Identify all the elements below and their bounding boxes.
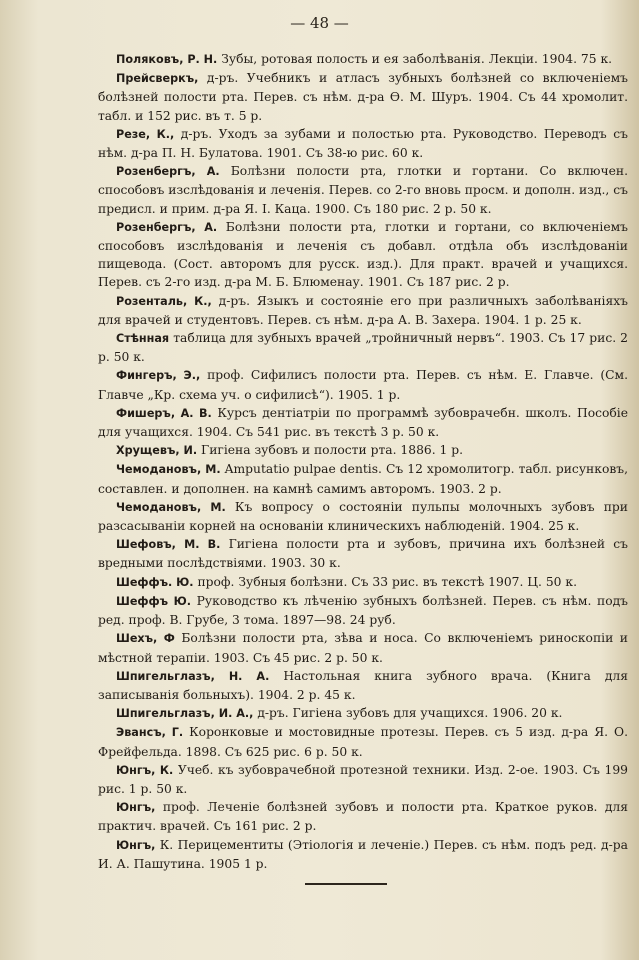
entry-text: К. Перицементиты (Этіологія и леченіе.) Перев. съ нѣм. подъ ред. д-ра И. А. Пашутина. 1905 1 р. (98, 837, 628, 871)
bibliography-entry (98, 162, 628, 218)
bibliography-entry (98, 798, 628, 835)
entry-text: д-ръ. Учебникъ и атласъ зубныхъ болѣзней со включеніемъ болѣзней полости рта. Перев. съ нѣм. д-ра Ѳ. М. Шуръ. 1904. Съ 44 хромолит. табл. и 152 рис. въ т. 5 р. (98, 71, 628, 123)
bibliography-entry (98, 366, 628, 403)
entry-text: проф. Сифилисъ полости рта. Перев. съ нѣм. Е. Главче. (См. Главче „Кр. схема уч. о сифилисѣ“). 1905. 1 р. (98, 368, 628, 402)
entry-text: Гигіена зубовъ и полости рта. 1886. 1 р. (197, 443, 464, 458)
entry-author: Шпигельглазъ, Н. А. (116, 669, 270, 683)
entry-text: д-ръ. Языкъ и состояніе его при различныхъ заболѣваніяхъ для врачей и студентовъ. Перев. съ нѣм. д-ра А. В. Захера. 1904. 1 р. 25 к. (98, 293, 628, 327)
entry-author: Шеффъ. Ю. (116, 575, 194, 589)
entry-text: Учеб. къ зубоврачебной протезной техники. Изд. 2-ое. 1903. Съ 199 рис. 1 р. 50 к. (98, 762, 628, 796)
entry-text: Болѣзни полости рта, глотки и гортани, со включеніемъ способовъ изслѣдованія и леченія съ добавл. отдѣла объ изслѣдованіи пищевода. (Сост. авторомъ для русск. изд.). Для практ. врачей и учащихся. Перев. съ 2-го изд. д-ра М. Б. Блюменау. 1901. Съ 187 рис. 2 р. (98, 219, 628, 290)
bibliography-entry (98, 836, 628, 873)
entry-author: Стѣнная (116, 332, 170, 346)
entry-author: Хрущевъ, И. (116, 444, 198, 458)
entry-text: Болѣзни полости рта, глотки и гортани. Со включен. способовъ изслѣдованія и леченія. Перев. со 2-го вновь просм. и дополн. изд., съ предисл. и прим. д-ра Я. I. Каца. 1900. Съ 180 рис. 2 р. 50 к. (98, 164, 628, 216)
bibliography-entry (98, 329, 628, 366)
entry-text: д-ръ. Гигіена зубовъ для учащихся. 1906. 20 к. (253, 706, 563, 721)
entry-author: Эвансъ, Г. (116, 726, 184, 740)
entry-text: д-ръ. Уходъ за зубами и полостью рта. Руководство. Переводъ съ нѣм. д-ра П. Н. Булатова. 1901. Съ 38-ю рис. 60 к. (98, 126, 628, 161)
entry-author: Фингеръ, Э., (116, 369, 201, 383)
bibliography-entry (98, 292, 628, 329)
entry-text: Гигіена полости рта и зубовъ, причина ихъ болѣзней съ вредными послѣдствіями. 1903. 30 к. (98, 537, 628, 571)
entry-text: проф. Зубныя болѣзни. Съ 33 рис. въ текстѣ 1907. Ц. 50 к. (193, 574, 577, 589)
entry-text: Коронковые и мостовидные протезы. Перев. съ 5 изд. д-ра Я. О. Фрейфельда. 1898. Съ 625 рис. 6 р. 50 к. (98, 725, 628, 759)
entry-author: Розенбергъ, А. (116, 220, 218, 234)
bibliography-entry (98, 50, 628, 69)
bibliography-entry (98, 535, 628, 572)
bibliography-entry (98, 761, 628, 798)
bibliography-entry (98, 498, 628, 535)
bibliography-entry (98, 592, 628, 629)
entry-author: Шеффъ Ю. (116, 594, 191, 608)
entry-author: Чемодановъ, М. (116, 500, 226, 514)
bibliography-entry (98, 573, 628, 592)
entry-text: Къ вопросу о состояніи пульпы молочныхъ зубовъ при разсасываніи корней на основаніи клиническихъ наблюденій. 1904. 25 к. (98, 499, 628, 534)
entry-author: Юнгъ, К. (116, 763, 174, 777)
entry-text: таблица для зубныхъ врачей „тройничный нервъ“. 1903. Съ 17 рис. 2 р. 50 к. (98, 331, 628, 365)
entry-author: Шехъ, Ф (116, 632, 175, 646)
page-number: — 48 — (290, 14, 349, 32)
entry-author: Фишеръ, А. В. (116, 406, 212, 420)
bibliography-entry (98, 441, 628, 460)
bibliography-entry (98, 218, 628, 292)
entry-text: Amputatio pulpae dentis. Съ 12 хромолитогр. табл. рисунковъ, составлен. и дополнен. на камнѣ самимъ авторомъ. 1903. 2 р. (98, 462, 628, 496)
bibliography-entry (98, 704, 628, 723)
entry-text: Руководство къ лѣченію зубныхъ болѣзней. Перев. съ нѣм. подъ ред. проф. В. Грубе, 3 тома. 1897—98. 24 руб. (98, 593, 628, 628)
entry-author: Поляковъ, Р. Н. (116, 53, 218, 66)
entry-author: Чемодановъ, М. (116, 463, 221, 477)
entry-author: Розенталь, К., (116, 294, 212, 308)
entry-author: Шпигельглазъ, И. А., (116, 707, 254, 721)
bibliography-entry (98, 667, 628, 704)
entry-text: Зубы, ротовая полость и ея заболѣванія. Лекціи. 1904. 75 к. (217, 52, 613, 66)
entry-author: Прейсверкъ, (116, 72, 199, 86)
bibliography-entry (98, 69, 628, 125)
entry-author: Шефовъ, М. В. (116, 538, 221, 552)
end-rule (305, 883, 387, 885)
entry-text: проф. Леченіе болѣзней зубовъ и полости рта. Краткое руков. для практич. врачей. Съ 161 рис. 2 р. (98, 800, 628, 834)
bibliography-list (98, 50, 628, 873)
bibliography-entry (98, 404, 628, 441)
bibliography-entry (98, 125, 628, 162)
bibliography-entry (98, 629, 628, 666)
entry-text: Настольная книга зубного врача. (Книга для записыванія больныхъ). 1904. 2 р. 45 к. (98, 668, 628, 702)
entry-author: Резе, К., (116, 127, 175, 141)
bibliography-entry (98, 723, 628, 760)
entry-text: Болѣзни полости рта, зѣва и носа. Со включеніемъ риноскопіи и мѣстной терапіи. 1903. Съ 45 рис. 2 р. 50 к. (98, 631, 628, 665)
entry-author: Розенбергъ, А. (116, 165, 220, 179)
entry-author: Юнгъ, (116, 838, 156, 852)
entry-text: Курсъ дентіатріи по программѣ зубоврачебн. школъ. Пособіе для учащихся. 1904. Съ 541 рис. въ текстѣ 3 р. 50 к. (98, 405, 628, 440)
entry-author: Юнгъ, (116, 801, 156, 815)
bibliography-entry (98, 460, 628, 497)
